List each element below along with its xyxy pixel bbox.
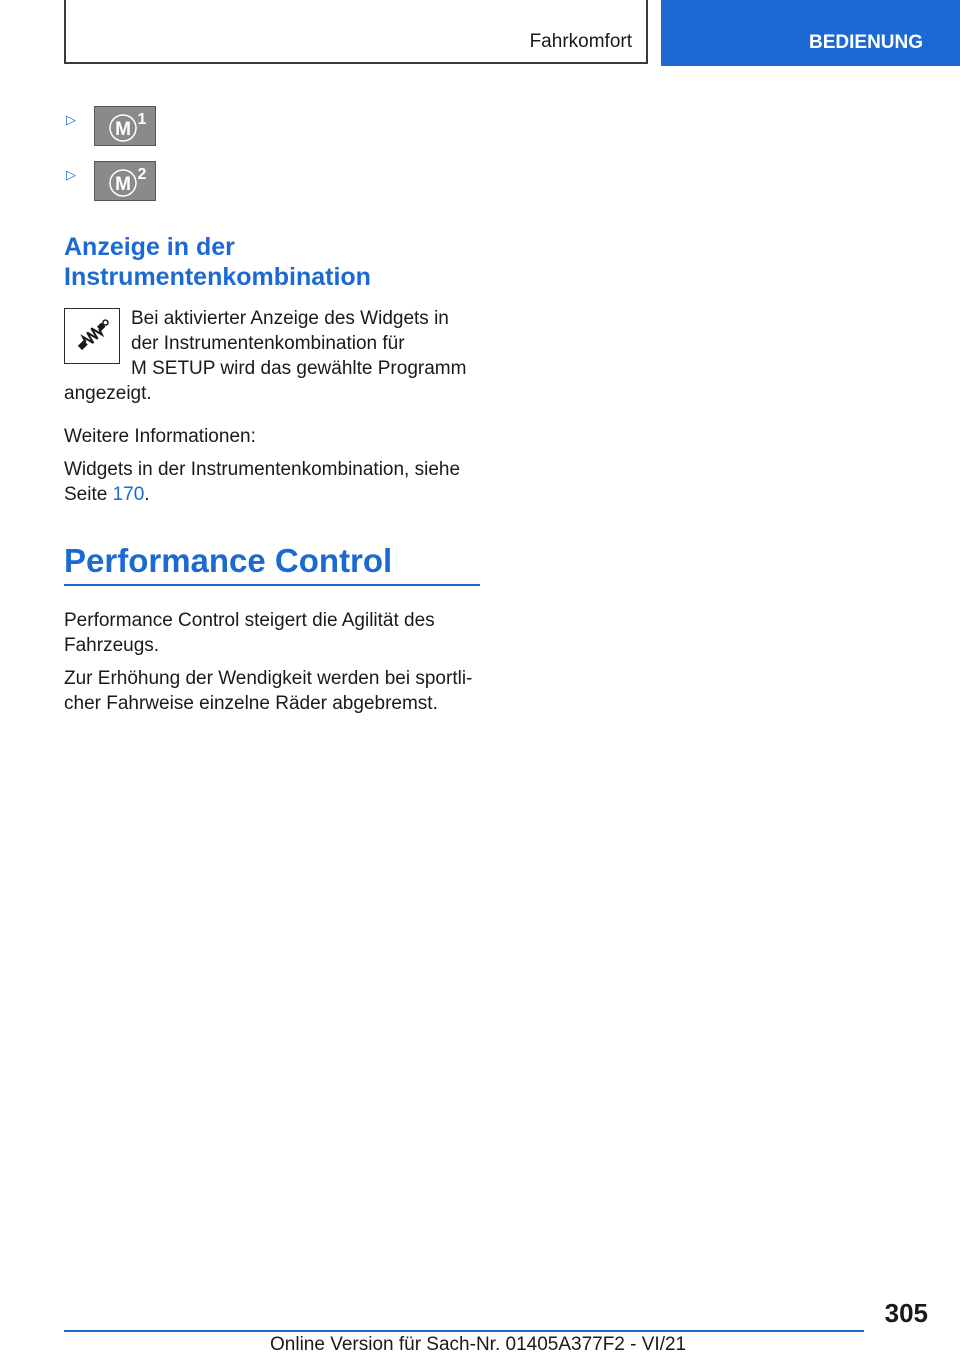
m1-button-icon (94, 106, 156, 146)
display-section-heading: Anzeige in der Instrumentenkombination (64, 233, 371, 291)
performance-section-heading: Performance Control (64, 540, 480, 586)
footer-divider (64, 1330, 864, 1332)
bullet-arrow-icon: ▷ (66, 112, 76, 127)
performance-para2-line2: cher Fahrweise einzelne Räder abgebremst. (64, 693, 438, 714)
header-section-box (64, 0, 648, 64)
bullet-arrow-icon: ▷ (66, 167, 76, 182)
m2-letter: M (115, 174, 131, 195)
section-title: Fahrkomfort (529, 31, 632, 52)
display-text-line-1: Bei aktivierter Anzeige des Widgets in (131, 308, 449, 329)
chapter-title: BEDIENUNG (809, 32, 924, 53)
performance-para2-line1: Zur Erhöhung der Wendigkeit werden bei sportli- (64, 668, 473, 689)
display-text-continuation: angezeigt. (64, 383, 152, 404)
shock-absorber-icon (64, 308, 120, 364)
more-info-label: Weitere Informationen: (64, 426, 256, 447)
reference-line: Widgets in der Instrumentenkombination, siehe (64, 459, 461, 480)
performance-para1-line2: Fahrzeugs. (64, 635, 160, 656)
page-number: 305 (884, 1298, 928, 1328)
m2-number: 2 (137, 166, 147, 183)
m1-number: 1 (137, 111, 147, 128)
reference-prefix: Seite (64, 484, 113, 505)
m2-button-icon (94, 161, 156, 201)
online-version-text: Online Version für Sach-Nr. 01405A377F2 - VI/21 (270, 1334, 687, 1355)
display-text-line-2: der Instrumentenkombination für (131, 333, 405, 354)
reference-suffix: . (144, 484, 150, 505)
page-link[interactable]: 170 (112, 484, 145, 505)
performance-para1-line1: Performance Control steigert die Agilität des (64, 610, 435, 631)
display-text-line-3: M SETUP wird das gewählte Programm (131, 358, 467, 379)
chapter-tab[interactable] (661, 0, 960, 66)
m1-letter: M (115, 119, 131, 140)
reference-page-line (64, 482, 480, 507)
